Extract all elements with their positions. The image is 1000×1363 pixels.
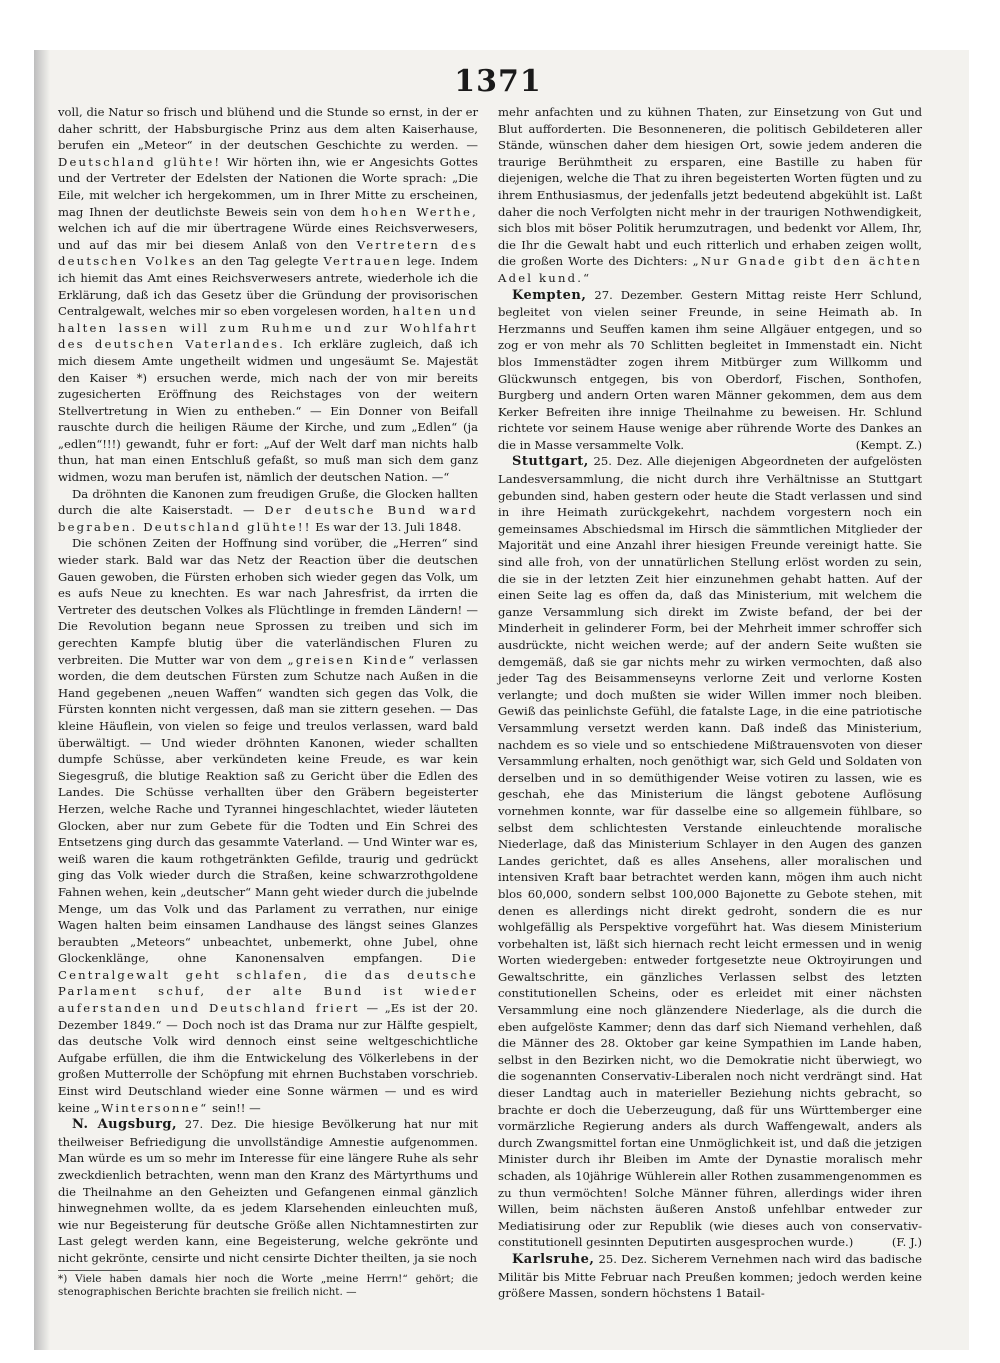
dateline-stuttgart: Stuttgart,: [512, 454, 589, 470]
page-number: 1371: [454, 64, 542, 99]
source-stuttgart: (F. J.): [891, 1235, 922, 1250]
right-column: [498, 104, 922, 1302]
article-augsburg-continued: mehr anfachten und zu kühnen Thaten, zur Einsetzung von Gut und Blut aufforderten. Die Besonneneren, die politisch Gebildeteren aller Stände, wünschen daher dem hiesigen Ort, sowie jedem anderen die traurige Berühmtheit zu ersparen, eine Bastille zu haben für diejenigen, welche die That zu ihren begeisterten Worten fügten und zu ihrem Enthusiasmus, der jedenfalls jetzt bedeutend abgekühlt ist. Laßt daher die noch Verfolgten nicht mehr in der traurigen Nothwendigkeit, sich blos mit böser Politik herumzutragen, und bedenkt vor Allem, Ihr, die Ihr die Gewalt habt und euch ritterlich und erhaben zeigen wollt, die großen Worte des Dichters: „Nur Gnade gibt den ächten Adel kund.“: [498, 105, 923, 285]
left-column: [58, 104, 478, 1300]
article-stuttgart: Stuttgart, 25. Dez. Alle diejenigen Abgeordneten der aufgelösten Landesversammlung, die nicht durch ihre Verhältnisse an Stuttgart gebunden sind, haben gestern oder heute die Stadt verlassen und sind in ihre Heimath zurückgekehrt, nachdem vorgestern noch ein gemeinsames Abschiedsmal im Hirsch die sämmtlichen Mitglieder der Majorität und eine Anzahl ihrer hiesigen Freunde vereinigt hatte. Sie sind alle froh, von der unnatürlichen Stellung erlöst worden zu sein, die sie in der letzten Zeit hier einzunehmen gehabt hatten. Auf der einen Seite lag es offen da, daß das Ministerium, mit welchem die ganze Versammlung sich direkt im Zwiste befand, der bei der Minderheit in gelinderer Form, bei der Mehrheit immer schroffer sich ausdrückte, nicht weichen werde; auf der andern Seite wußten sie demgemäß, daß sie gar nichts mehr zu wirken vermochten, daß also jeder Tag des Beisammenseyns verlorne Zeit und verlorne Kosten verlangte; und doch mußten sie wider Willen immer noch bleiben. Gewiß das peinlichste Gefühl, die fatalste Lage, in die eine patriotische Versammlung versetzt werden kann. Daß indeß das Ministerium, nachdem es so viele und so entschiedene Mißtrauensvoten von dieser Versammlung erhalten, noch genöthigt war, sich Geld und Soldaten von derselben und in so demüthigender Weise votiren zu lassen, wie es geschah, ehe das Ministerium die längst gebotene Auflösung vornehmen konnte, war für dasselbe eine so allgemein fühlbare, so selbst dem schlichtesten Verstande einleuchtende moralische Niederlage, daß das Ministerium Schlayer in den Augen des ganzen Landes gerichtet, daß es alles Ansehens, aller moralischen und intensiven Kraft baar betrachtet werden kann, mögen ihm auch nicht blos 60,000, sondern selbst 100,000 Bajonette zu Gebote stehen, mit denen es allerdings nicht direkt gedroht, sondern die es nur wohlgefällig als Perspektive vorgeführt hat. Was diesem Ministerium vorbehalten ist, läßt sich hiernach recht leicht ermessen und in wenig Worten wiedergeben: entweder fortgesetzte neue Oktroyirungen und Gewaltschritte, ein gänzliches Verlassen selbst des letzten constitutionellen Scheins, oder es erleidet mit einer nächsten Versammlung eine noch glänzendere Niederlage, als die durch die eben aufgelöste Kammer; denn das darf sich Niemand verhehlen, daß die Männer des 28. Oktober gar keine Sympathien im Lande haben, selbst in den Bezirken nicht, wo die Demokratie nicht überwiegt, wo die sogenannten Conservativ-Liberalen noch nicht verdrängt sind. Hat dieser Landtag auch in materieller Beziehung nichts gebracht, so brachte er doch die Ueberzeugung, daß für uns Württemberger eine vormärzliche Regierung anders als durch Waffengewalt, anders als durch Zwangsmittel fortan eine Unmöglichkeit ist, und daß die jetzigen Minister durch ihr Bleiben im Amte der Dynastie moralisch mehr schaden, als 10jährige Wühlerein aller Rothen zusammengenommen es zu thun vermöchten! Solche Männer führen, allerdings wider ihren Willen, beim nächsten äußeren Anstoß unfehlbar entweder zur Mediatisirung oder zur Republik (wie dieses auch von conservativ-constitutionell gesinnten Deputirten ausgesprochen wurde.) (F. J.): [498, 454, 923, 1250]
paragraph-kanonen: Da dröhnten die Kanonen zum freudigen Gruße, die Glocken hallten durch die alte Kaiserstadt. — Der deutsche Bund ward begraben. Deutschland glühte!! Es war der 13. Juli 1848.: [58, 486, 478, 534]
dateline-kempten: Kempten,: [512, 287, 587, 303]
article-karlsruhe: Karlsruhe, 25. Dez. Sicherem Vernehmen nach wird das badische Militär bis Mitte Februar nach Preußen kommen; jedoch werden keine größere Massen, sondern höchstens 1 Batail-: [498, 1251, 923, 1301]
page-gutter-shadow: [34, 50, 50, 1350]
source-kempten: (Kempt. Z.): [855, 437, 922, 452]
footnote: *) Viele haben damals hier noch die Worte „meine Herrn!“ gehört; die stenographischen Berichte brachten sie freilich nicht. —: [58, 1272, 478, 1299]
dateline-karlsruhe: Karlsruhe,: [512, 1251, 595, 1267]
footnote-rule: [58, 1270, 138, 1271]
paragraph-reaction: Die schönen Zeiten der Hoffnung sind vorüber, die „Herren“ sind wieder stark. Bald war das Netz der Reaction über die deutschen Gauen gewoben, die Fürsten erhoben sich wieder gegen das Volk, um es aufs Neue zu knechten. Es war nach Jahresfrist, da irrten die Vertreter des deutschen Volkes als Flüchtlinge in fremden Ländern! — Die Revolution begann neue Sprossen zu treiben und sich im gerechten Kampfe blutig über die vaterländischen Fluren zu verbreiten. Die Mutter war von dem „greisen Kinde“ verlassen worden, die dem deutschen Fürsten zum Schutze nach Außen in die Hand gegebenen „neuen Waffen“ wandten sich gegen das Volk, die Fürsten konnten nicht vergessen, daß man sie zittern gesehen. — Das kleine Häuflein, von vielen so feige und treulos verlassen, ward bald überwältigt. — Und wieder dröhnten Kanonen, wieder schallten dumpfe Schüsse, aber verkündeten keine Freude, es war kein Siegesgruß, die blutige Reaktion saß zu Gericht über die Edlen des Landes. Die Schüsse verhallten über den Gräbern begeisterter Herzen, welche Rache und Tyrannei hingeschlachtet, wieder läuteten Glocken, aber nur zum Gebete für die Todten und Ein Schrei des Entsetzens ging durch das gesammte Vaterland. — Und Winter war es, weiß waren die kaum rothgetränkten Gefilde, traurig und gedrückt ging das Volk wieder durch die Straßen, keine schwarzrothgoldene Fahnen wehen, kein „deutscher“ Mann geht wieder durch die jubelnde Menge, um das Volk und das Parlament zu verrathen, nur einige Wagen halten beim einsamen Landhause des längst seines Glanzes beraubten „Meteors“ unbeachtet, unbemerkt, ohne Jubel, ohne Glockenklänge, ohne Kanonensalven empfangen. Die Centralgewalt geht schlafen, die das deutsche Parlament schuf, der alte Bund ist wieder auferstanden und Deutschland friert — „Es ist der 20. Dezember 1849.“ — Doch noch ist das Drama nur zur Hälfte gespielt, das deutsche Volk wird dennoch einst seine weltgeschichtliche Aufgabe erfüllen, die ihm die Entwickelung des Völkerlebens in der großen Mutterrolle der Schöpfung mit ehrnen Buchstaben vorschrieb. Einst wird Deutschland wieder eine Sonne wärmen — und es wird keine „Wintersonne“ sein!! —: [58, 536, 479, 1115]
article-continuation: voll, die Natur so frisch und blühend und die Stunde so ernst, in der er daher schritt, der Habsburgische Prinz aus dem alten Kaiserhause, berufen ein „Meteor“ in der deutschen Geschichte zu werden. — Deutschland glühte! Wir hörten ihn, wie er Angesichts Gottes und der Vertreter der Edelsten der Nationen die Worte sprach: „Die Eile, mit welcher ich hergekommen, um in Ihrer Mitte zu erscheinen, mag Ihnen der deutlichste Beweis sein von dem hohen Werthe, welchen ich auf die mir übertragene Würde eines Reichsverwesers, und auf das mir bei diesem Anlaß von den Vertretern des deutschen Volkes an den Tag gelegte Vertrauen lege. Indem ich hiemit das Amt eines Reichsverwesers antrete, wiederhole ich die Erklärung, daß ich das Gesetz über die Gründung der provisorischen Centralgewalt, welches mir so eben vorgelesen worden, halten und halten lassen will zum Ruhme und zur Wohlfahrt des deutschen Vaterlandes. Ich erkläre zugleich, daß ich mich diesem Amte ungetheilt widmen und ungesäumt Se. Majestät den Kaiser *) ersuchen werde, mich nach der von mir bereits zugesicherten Eröffnung des Reichstages von der weitern Stellvertretung in Wien zu entheben.“ — Ein Donner von Beifall rauschte durch die heiligen Räume der Kirche, und zum „Edlen“ (ja „edlen“!!!) gewandt, fuhr er fort: „Auf der Welt darf man nichts halb thun, hat man einen Entschluß gefaßt, so muß man sich dem ganz widmen, wozu man berufen ist, nämlich der deutschen Nation. —“: [58, 105, 479, 485]
article-augsburg: N. Augsburg, 27. Dez. Die hiesige Bevölkerung hat nur mit theilweiser Befriedigung die unvollständige Amnestie aufgenommen. Man würde es um so mehr im Interesse für eine längere Ruhe als sehr zweckdienlich betrachten, wenn man den Kranz des Märtyrthums und die Theilnahme an den Geheizten und Gefangenen einmal gänzlich hinwegnehmen wollte, da es jedem Klarsehenden einleuchten muß, wie nur Begeisterung für deutsche Größe allen Nichtamnestirten zur Last gelegt werden kann, eine Begeisterung, welche gekrönte und nicht gekrönte, censirte und nicht censirte Dichter theilten, ja sie noch: [58, 1117, 479, 1265]
dateline-augsburg: N. Augsburg,: [72, 1117, 178, 1133]
article-kempten: Kempten, 27. Dezember. Gestern Mittag reiste Herr Schlund, begleitet von vielen seiner Freunde, in seine Heimath ab. In Herzmanns und Seuffen kamen ihm seine Allgäuer entgegen, und so zog er von mehr als 70 Schlitten begleitet in Immenstadt ein. Nicht blos Immenstädter zogen ihrem Mitbürger zum Willkomm und Glückwunsch entgegen, bis von Oberdorf, Fischen, Sonthofen, Burgberg und andern Orten waren Männer gekommen, dem aus dem Kerker Befreiten ihre innige Theilnahme zu beweisen. Hr. Schlund richtete vor seinem Hause wenige aber rührende Worte des Dankes an die in Masse versammelte Volk. (Kempt. Z.): [498, 287, 923, 452]
